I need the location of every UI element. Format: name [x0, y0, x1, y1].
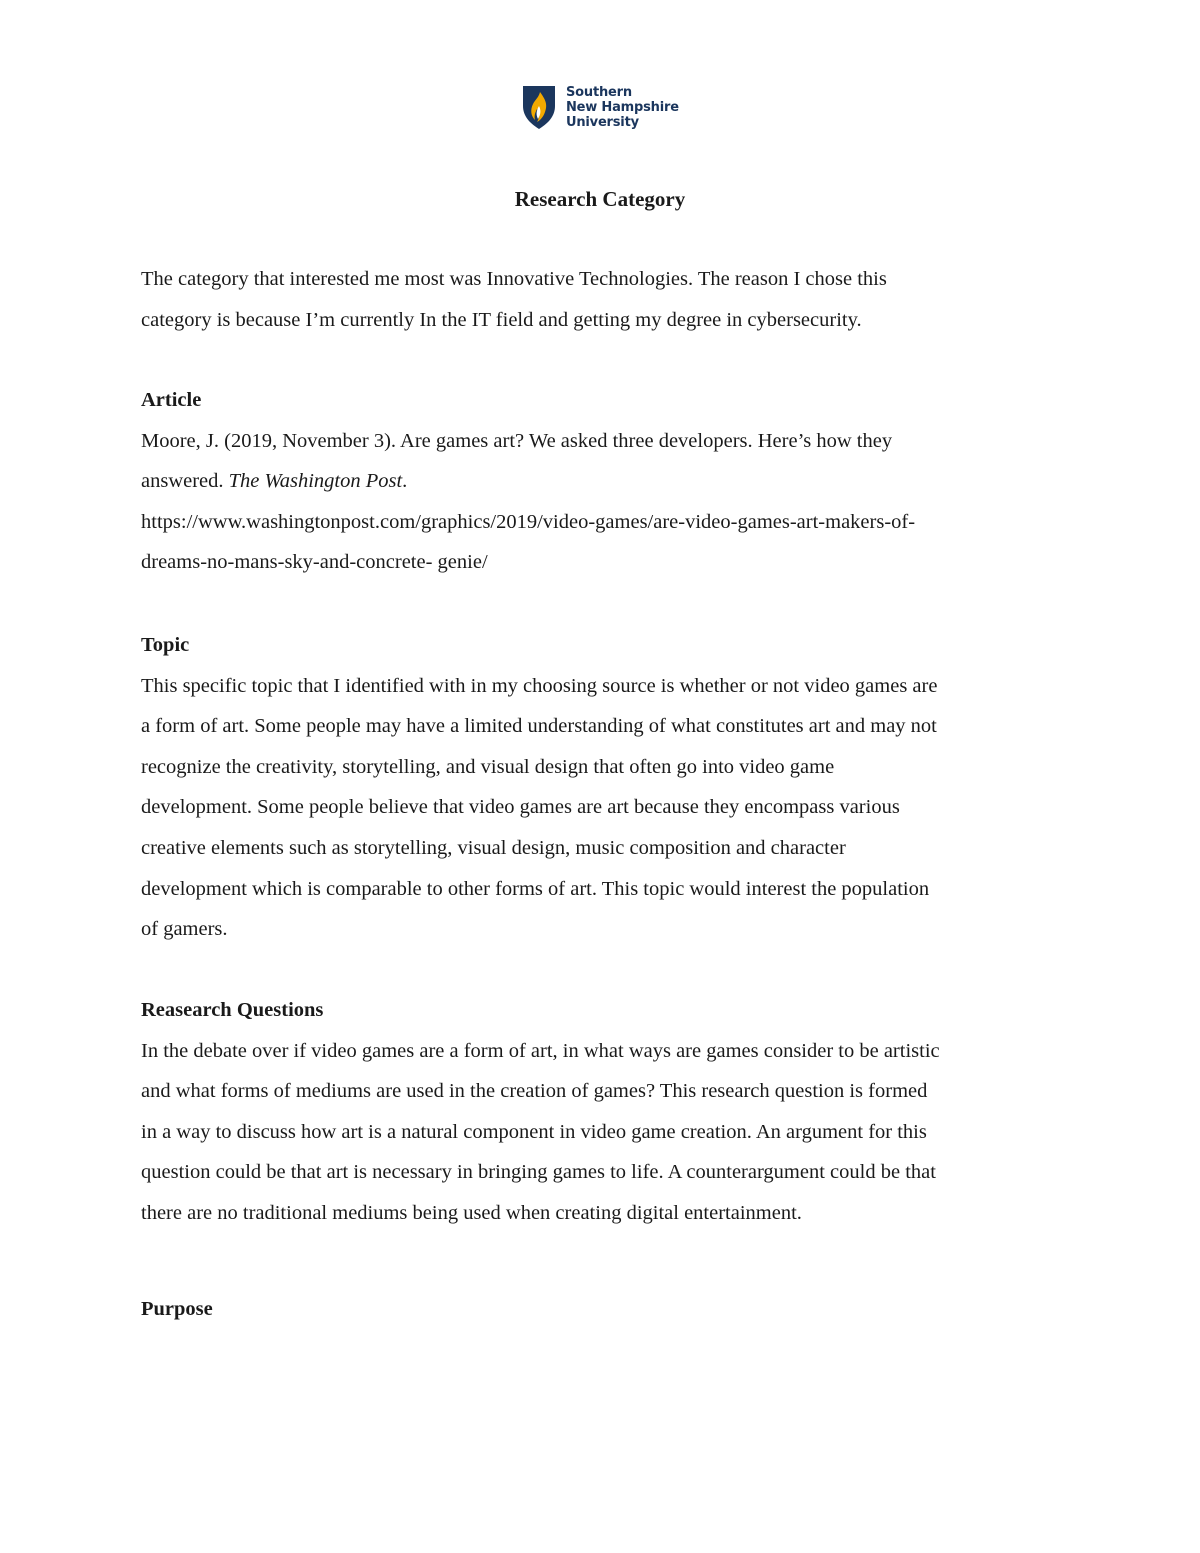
research-line: in a way to discuss how art is a natural component in video game creation. An argument for this: [141, 1120, 927, 1143]
citation-line: Moore, J. (2019, November 3). Are games art? We asked three developers. Here’s how they: [141, 429, 893, 452]
intro-section: [141, 259, 1071, 340]
research-line: and what forms of mediums are used in the creation of games? This research question is formed: [141, 1080, 928, 1103]
logo-line: University: [566, 115, 639, 130]
snhu-logo: [521, 84, 691, 132]
purpose-heading: Purpose: [141, 1298, 213, 1320]
article-heading: Article: [141, 389, 202, 411]
logo-line: Southern: [566, 85, 632, 100]
publication-name: The Washington Post: [228, 470, 403, 493]
article-url: dreams-no-mans-sky-and-concrete- genie/: [141, 551, 488, 574]
purpose-section: [141, 1289, 1071, 1330]
topic-line: of gamers.: [141, 918, 228, 941]
shield-flame-icon: [521, 84, 557, 130]
topic-section: [141, 625, 1071, 950]
research-line: there are no traditional mediums being used when creating digital entertainment.: [141, 1201, 802, 1224]
article-section: [141, 380, 1071, 583]
research-questions-heading: Reasearch Questions: [141, 999, 324, 1021]
logo-wordmark: [566, 85, 679, 130]
topic-line: development which is comparable to other forms of art. This topic would interest the population: [141, 877, 930, 900]
citation-text: answered.: [141, 470, 229, 493]
research-line: question could be that art is necessary in bringing games to life. A counterargument could be that: [141, 1161, 936, 1184]
research-line: In the debate over if video games are a form of art, in what ways are games consider to be artistic: [141, 1039, 940, 1062]
article-url: https://www.washingtonpost.com/graphics/2019/video-games/are-video-games-art-makers-of-: [141, 510, 916, 533]
logo-line: New Hampshire: [566, 100, 679, 115]
topic-heading: Topic: [141, 634, 190, 656]
topic-line: a form of art. Some people may have a limited understanding of what constitutes art and may not: [141, 715, 937, 738]
citation-end: .: [402, 470, 408, 493]
page-title: Research Category: [514, 187, 686, 211]
research-questions-section: [141, 990, 1071, 1234]
topic-line: recognize the creativity, storytelling, and visual design that often go into video game: [141, 755, 835, 778]
citation-line: [141, 461, 1071, 502]
topic-line: development. Some people believe that video games are art because they encompass various: [141, 796, 900, 819]
topic-line: This specific topic that I identified with in my choosing source is whether or not video games are: [141, 674, 938, 697]
intro-line: category is because I’m currently In the IT field and getting my degree in cybersecurity.: [141, 308, 862, 331]
topic-line: creative elements such as storytelling, visual design, music composition and character: [141, 836, 846, 859]
intro-line: The category that interested me most was Innovative Technologies. The reason I chose this: [141, 268, 887, 290]
